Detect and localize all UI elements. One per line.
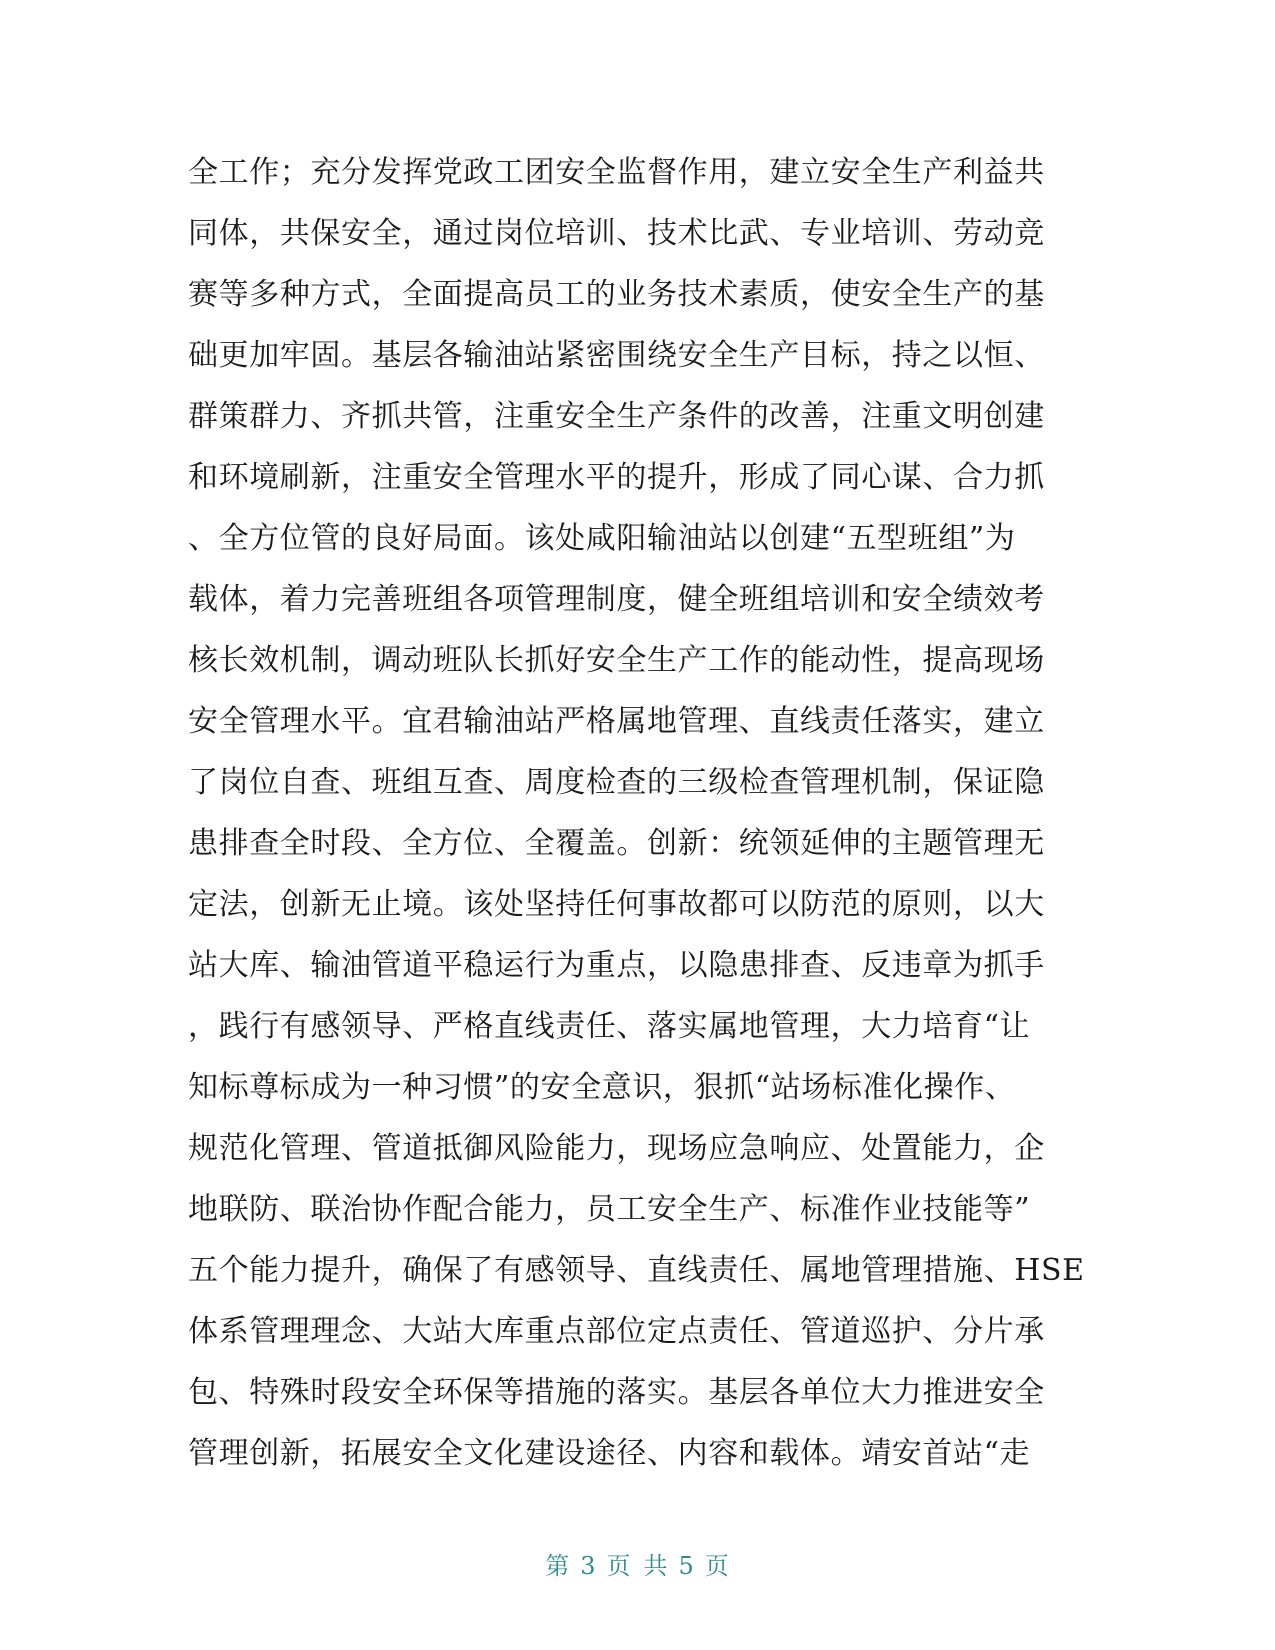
text-line: 了岗位自查、班组互查、周度检查的三级检查管理机制，保证隐 <box>188 765 1045 800</box>
text-line: 体系管理理念、大站大库重点部位定点责任、管道巡护、分片承 <box>188 1314 1045 1349</box>
text-line: 五个能力提升，确保了有感领导、直线责任、属地管理措施、HSE <box>188 1253 1085 1288</box>
text-line: 安全管理水平。宜君输油站严格属地管理、直线责任落实，建立 <box>188 704 1045 739</box>
text-line: 规范化管理、管道抵御风险能力，现场应急响应、处置能力，企 <box>188 1131 1045 1166</box>
text-line: 地联防、联治协作配合能力，员工安全生产、标准作业技能等” <box>188 1192 1031 1227</box>
text-line: 核长效机制，调动班队长抓好安全生产工作的能动性，提高现场 <box>188 643 1045 678</box>
text-line: 赛等多种方式，全面提高员工的业务技术素质，使安全生产的基 <box>188 277 1045 312</box>
text-line: 定法，创新无止境。该处坚持任何事故都可以防范的原则，以大 <box>188 887 1045 922</box>
text-line: 同体，共保安全，通过岗位培训、技术比武、专业培训、劳动竞 <box>188 216 1045 251</box>
text-line: 管理创新，拓展安全文化建设途径、内容和载体。靖安首站“走 <box>188 1436 1031 1471</box>
text-line: 和环境刷新，注重安全管理水平的提升，形成了同心谋、合力抓 <box>188 460 1045 495</box>
text-line: 载体，着力完善班组各项管理制度，健全班组培训和安全绩效考 <box>188 582 1045 617</box>
text-line: 站大库、输油管道平稳运行为重点，以隐患排查、反违章为抓手 <box>188 948 1045 983</box>
current-page-number: 3 <box>580 1552 597 1580</box>
text-line: 全工作；充分发挥党政工团安全监督作用，建立安全生产利益共 <box>188 155 1045 190</box>
text-line: 、全方位管的良好局面。该处咸阳输油站以创建“五型班组”为 <box>188 521 1016 556</box>
footer-total-word: 共 <box>643 1552 669 1580</box>
text-line: 患排查全时段、全方位、全覆盖。创新：统领延伸的主题管理无 <box>188 826 1045 861</box>
text-line: 包、特殊时段安全环保等措施的落实。基层各单位大力推进安全 <box>188 1375 1045 1410</box>
footer-prefix: 第 <box>545 1552 571 1580</box>
footer-page-word: 页 <box>606 1552 632 1580</box>
text-line: 础更加牢固。基层各输油站紧密围绕安全生产目标，持之以恒、 <box>188 338 1045 373</box>
footer-suffix: 页 <box>704 1552 730 1580</box>
text-line: ，践行有感领导、严格直线责任、落实属地管理，大力培育“让 <box>188 1009 1031 1044</box>
text-line: 群策群力、齐抓共管，注重安全生产条件的改善，注重文明创建 <box>188 399 1045 434</box>
total-pages-number: 5 <box>678 1552 695 1580</box>
body-text <box>188 142 1088 1484</box>
text-line: 知标尊标成为一种习惯”的安全意识，狠抓“站场标准化操作、 <box>188 1070 1016 1105</box>
page-footer <box>0 1546 1275 1581</box>
